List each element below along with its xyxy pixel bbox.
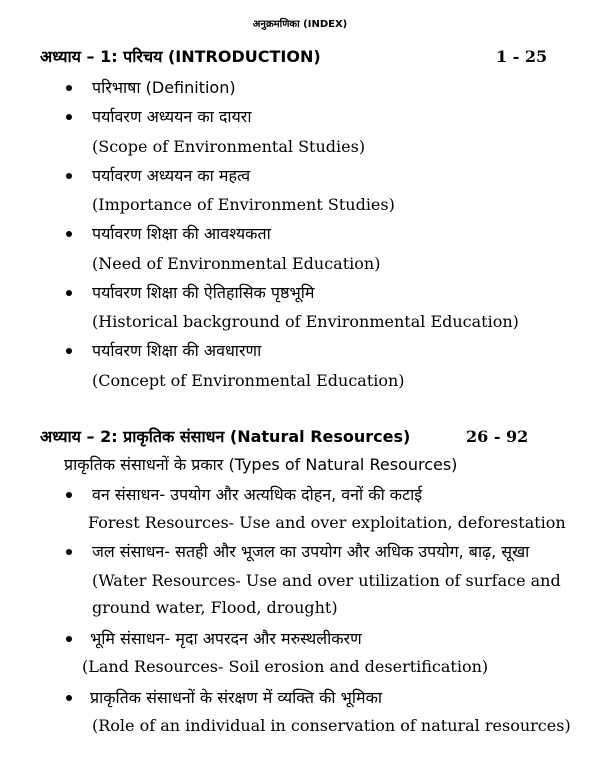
chapter-2-item-3-hindi: भूमि संसाधन- मृदा अपरदन और मरुस्थलीकरण <box>90 629 362 648</box>
chapter-2-item-4-english: (Role of an individual in conservation of natural resources) <box>92 716 571 735</box>
bullet-icon <box>66 114 72 120</box>
chapter-1-pages: 1 - 25 <box>496 47 548 66</box>
chapter-1-item-3-hindi: पर्यावरण अध्ययन का महत्व <box>92 166 251 185</box>
bullet-icon <box>66 290 72 296</box>
chapter-1-item-6-hindi: पर्यावरण शिक्षा की अवधारणा <box>92 341 262 360</box>
chapter-1-item-4-hindi: पर्यावरण शिक्षा की आवश्यकता <box>92 224 271 243</box>
chapter-2-item-2-english-line-1: (Water Resources- Use and over utilization of surface and <box>92 571 561 590</box>
bullet-icon <box>66 636 72 642</box>
bullet-icon <box>66 549 72 555</box>
bullet-icon <box>66 492 72 498</box>
chapter-1-item-5-hindi: पर्यावरण शिक्षा की ऐतिहासिक पृष्ठभूमि <box>92 283 315 302</box>
chapter-2-item-1-hindi: वन संसाधन- उपयोग और अत्यधिक दोहन, वनों की कटाई <box>92 485 423 504</box>
chapter-2-heading: अध्याय – 2: प्राकृतिक संसाधन (Natural Resources) <box>40 427 411 446</box>
chapter-1-item-6-english: (Concept of Environmental Education) <box>92 371 405 390</box>
page-title: अनुक्रमणिका (INDEX) <box>252 19 348 30</box>
chapter-2-item-4-hindi: प्राकृतिक संसाधनों के संरक्षण में व्यक्ति की भूमिका <box>90 688 383 707</box>
chapter-1-heading: अध्याय – 1: परिचय (INTRODUCTION) <box>40 47 321 66</box>
chapter-1-item-4-english: (Need of Environmental Education) <box>92 254 381 273</box>
bullet-icon <box>66 231 72 237</box>
chapter-2-item-2-hindi: जल संसाधन- सतही और भूजल का उपयोग और अधिक उपयोग, बाढ़, सूखा <box>92 542 530 561</box>
chapter-2-pages: 26 - 92 <box>466 427 529 446</box>
bullet-icon <box>66 695 72 701</box>
chapter-1-item-2-hindi: पर्यावरण अध्ययन का दायरा <box>92 107 252 126</box>
chapter-1-item-5-english: (Historical background of Environmental Education) <box>92 312 519 331</box>
bullet-icon <box>66 173 72 179</box>
chapter-2-item-1-english: Forest Resources- Use and over exploitation, deforestation <box>88 513 566 532</box>
chapter-2-item-3-english: (Land Resources- Soil erosion and desertification) <box>82 657 489 676</box>
bullet-icon <box>66 348 72 354</box>
chapter-1-item-1: परिभाषा (Definition) <box>92 78 236 97</box>
bullet-icon <box>66 85 72 91</box>
chapter-2-item-2-english-line-2: ground water, Flood, drought) <box>92 598 338 617</box>
chapter-1-item-3-english: (Importance of Environment Studies) <box>92 195 395 214</box>
chapter-1-item-2-english: (Scope of Environmental Studies) <box>92 137 366 156</box>
chapter-2-intro: प्राकृतिक संसाधनों के प्रकार (Types of Natural Resources) <box>64 455 458 474</box>
